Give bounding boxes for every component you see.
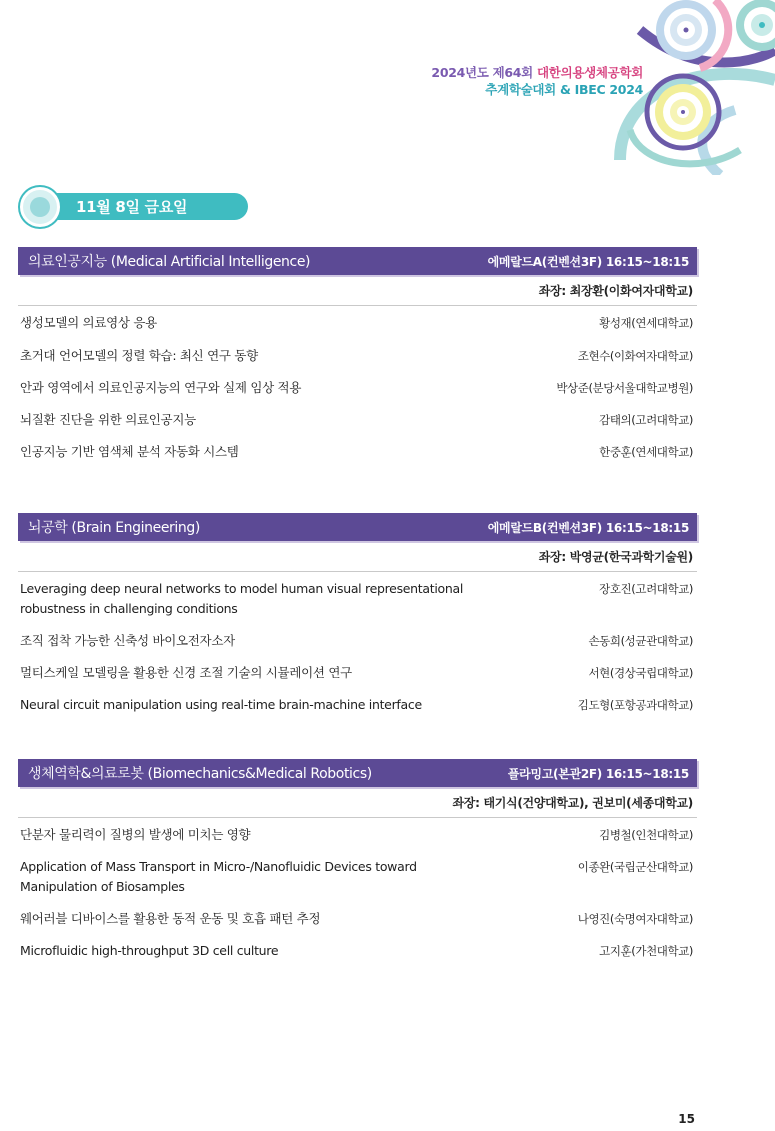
talk-speaker: 박상준(분당서울대학교병원) (556, 381, 693, 395)
date-badge (20, 187, 230, 227)
date-circle-icon (20, 187, 60, 227)
talk-speaker: 서현(경상국립대학교) (588, 666, 693, 680)
talk-speaker: 조현수(이화여자대학교) (577, 349, 693, 363)
talk-speaker: 김병철(인천대학교) (599, 828, 693, 842)
talk-title: 멀티스케일 모델링을 활용한 신경 조절 기술의 시뮬레이션 연구 (20, 665, 352, 680)
talk-title: Microfluidic high-throughput 3D cell culture (20, 943, 279, 958)
session-chair: 좌장: 최장환(이화여자대학교) (18, 275, 697, 306)
talk-speaker: 감태의(고려대학교) (599, 413, 693, 427)
session-name: 뇌공학 (Brain Engineering) (28, 520, 200, 536)
talk-title: 인공지능 기반 염색체 분석 자동화 시스템 (20, 444, 239, 459)
session-name: 의료인공지능 (Medical Artificial Intelligence) (28, 254, 311, 270)
talk-title: 뇌질환 진단을 위한 의료인공지능 (20, 412, 196, 427)
session-venue: 에메랄드B(컨벤션3F) 16:15~18:15 (487, 520, 689, 535)
talk-title: 생성모델의 의료영상 응용 (20, 315, 157, 330)
talk-item (18, 346, 697, 366)
talk-speaker: 김도형(포항공과대학교) (577, 698, 693, 712)
session-venue: 플라밍고(본관2F) 16:15~18:15 (507, 766, 689, 781)
talk-title: Application of Mass Transport in Micro-/Nanofluidic Devices toward Manipulation of Biosamples (20, 859, 417, 894)
session-header (18, 759, 697, 787)
session-header (18, 513, 697, 541)
talk-title: Neural circuit manipulation using real-time brain-machine interface (20, 697, 422, 712)
talk-item (18, 579, 697, 619)
talk-item (18, 378, 697, 398)
conference-title (431, 64, 643, 98)
talk-item (18, 825, 697, 845)
talk-title: 단분자 물리력이 질병의 발생에 미치는 영향 (20, 827, 251, 842)
session-header (18, 247, 697, 275)
talk-item (18, 695, 697, 715)
conference-name: 추계학술대회 & IBEC 2024 (485, 82, 643, 97)
talk-title: 안과 영역에서 의료인공지능의 연구와 실제 임상 적용 (20, 380, 302, 395)
talk-item (18, 663, 697, 683)
talk-speaker: 이종완(국립군산대학교) (577, 860, 693, 874)
talk-item (18, 941, 697, 961)
talk-item (18, 631, 697, 651)
talk-speaker: 황성재(연세대학교) (599, 316, 693, 330)
talk-item (18, 410, 697, 430)
talk-item (18, 909, 697, 929)
session-name: 생체역학&의료로봇 (Biomechanics&Medical Robotics) (28, 766, 372, 782)
talk-title: 초거대 언어모델의 정렬 학습: 최신 연구 동향 (20, 348, 258, 363)
talk-item (18, 313, 697, 333)
talk-title: 웨어러블 디바이스를 활용한 동적 운동 및 호흡 패턴 추정 (20, 911, 321, 926)
talk-title: Leveraging deep neural networks to model human visual representational robustness in challenging conditions (20, 581, 464, 616)
talk-item (18, 857, 697, 897)
talk-title: 조직 접착 가능한 신축성 바이오전자소자 (20, 633, 235, 648)
session-chair: 좌장: 태기식(건양대학교), 권보미(세종대학교) (18, 787, 697, 818)
date-label: 11월 8일 금요일 (76, 198, 188, 216)
header-decoration (0, 0, 775, 175)
session-venue: 에메랄드A(컨벤션3F) 16:15~18:15 (487, 254, 689, 269)
talk-item (18, 442, 697, 462)
society-name: 대한의용생체공학회 (537, 65, 643, 80)
talk-speaker: 고지훈(가천대학교) (599, 944, 693, 958)
session-biomechanics-robotics (18, 759, 697, 961)
talk-speaker: 한중훈(연세대학교) (599, 445, 693, 459)
conference-edition: 2024년도 제64회 (431, 65, 538, 80)
session-chair: 좌장: 박영균(한국과학기술원) (18, 541, 697, 572)
talk-speaker: 나영진(숙명여자대학교) (577, 912, 693, 926)
session-medical-ai (18, 247, 697, 462)
talk-speaker: 손동희(성균관대학교) (588, 634, 693, 648)
page-number: 15 (678, 1112, 695, 1126)
talk-speaker: 장호진(고려대학교) (599, 582, 693, 596)
session-brain-engineering (18, 513, 697, 715)
